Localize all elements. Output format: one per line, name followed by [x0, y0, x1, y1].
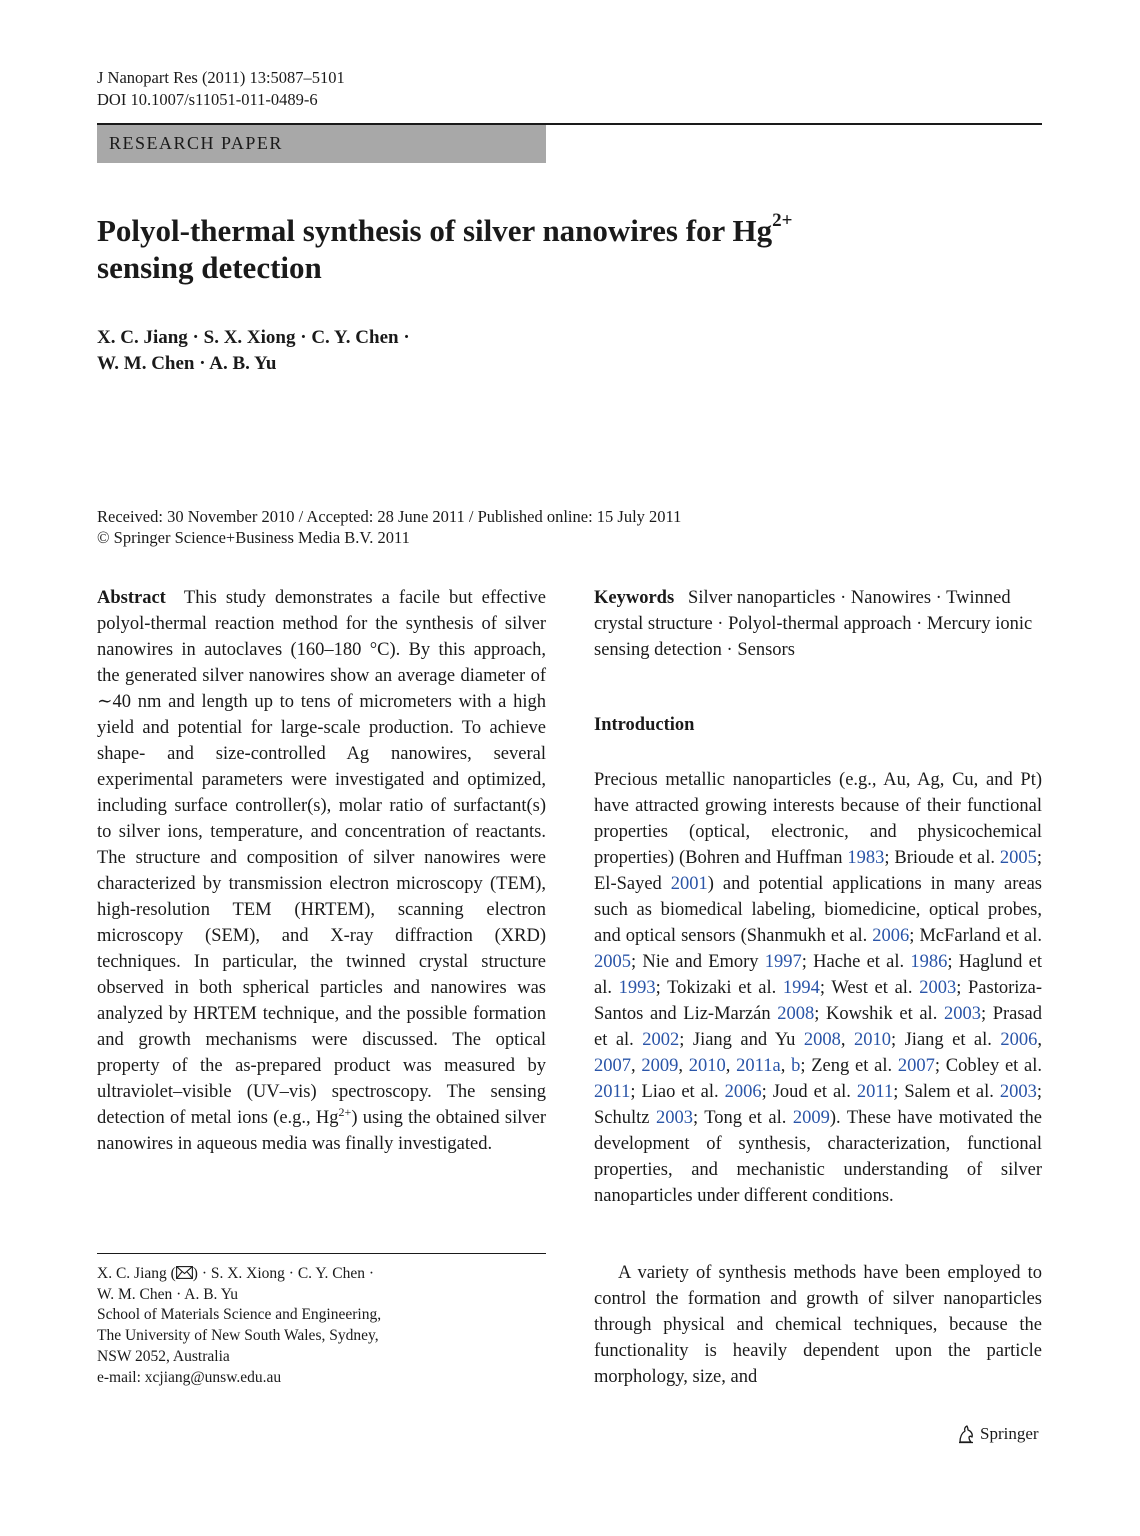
- citation-link[interactable]: 2001: [670, 874, 708, 894]
- introduction-text: ; Cobley et al.: [934, 1056, 1043, 1076]
- abstract: [97, 585, 546, 1157]
- footnote-author: X. C. Jiang (: [97, 1265, 176, 1282]
- introduction-text: ; Salem et al.: [893, 1082, 1000, 1102]
- citation-link[interactable]: 2006: [724, 1082, 762, 1102]
- keywords: [594, 585, 1042, 663]
- citation-link[interactable]: 1994: [782, 978, 820, 998]
- publisher-logo: [956, 1424, 1039, 1444]
- introduction-text: ,: [725, 1056, 737, 1076]
- introduction-text: ; El-Sayed: [594, 848, 1042, 894]
- introduction-text: ; Nie and Emory: [631, 952, 765, 972]
- springer-horse-icon: [956, 1424, 976, 1444]
- citation-link[interactable]: 2008: [803, 1030, 841, 1050]
- abstract-text-end: ) using the obtained silver nanowires in aqueous media was finally investigated.: [97, 1108, 546, 1154]
- paper-title: [97, 209, 897, 286]
- authors-line2: W. M. Chen · A. B. Yu: [97, 353, 277, 374]
- dates-line: Received: 30 November 2010 / Accepted: 28 June 2011 / Published online: 15 July 2011: [97, 507, 682, 526]
- citation-link[interactable]: 2005: [999, 848, 1037, 868]
- citation-link[interactable]: 2005: [594, 952, 631, 972]
- citation-link[interactable]: 2007: [594, 1056, 631, 1076]
- introduction-text: ; Jiang and Yu: [679, 1030, 804, 1050]
- citation-link[interactable]: 2010: [854, 1030, 891, 1050]
- introduction-heading: Introduction: [594, 715, 695, 735]
- envelope-icon: [176, 1266, 193, 1279]
- introduction-paragraph-1: [594, 767, 1042, 1209]
- introduction-text: Precious metallic nanoparticles (e.g., Au, Ag, Cu, and Pt) have attracted growing interests because of their functional properties (optical, electronic, and physicochemical properties) (Bohren and Huffman: [594, 770, 1042, 868]
- introduction-text: ,: [1037, 1030, 1043, 1050]
- citation-link[interactable]: 2002: [642, 1030, 680, 1050]
- journal-header: [97, 67, 345, 111]
- footnote-rule: [97, 1253, 546, 1254]
- introduction-text: ,: [678, 1056, 689, 1076]
- citation-link[interactable]: 2009: [792, 1108, 830, 1128]
- section-label: RESEARCH PAPER: [109, 133, 283, 153]
- introduction-text: ; Tokizaki et al.: [655, 978, 783, 998]
- title-main: Polyol-thermal synthesis of silver nanowires for Hg: [97, 213, 773, 248]
- citation-link[interactable]: 2003: [656, 1108, 693, 1128]
- citation-link[interactable]: 2011: [856, 1082, 894, 1102]
- section-banner: [97, 125, 546, 163]
- title-superscript: 2+: [772, 209, 793, 231]
- author-list: [97, 325, 410, 377]
- footnote-affiliation-3: NSW 2052, Australia: [97, 1347, 230, 1365]
- citation-link[interactable]: 2011: [594, 1082, 631, 1102]
- publisher-name: Springer: [980, 1424, 1039, 1443]
- citation-link[interactable]: 2008: [777, 1004, 815, 1024]
- citation-link[interactable]: 2011a: [736, 1056, 781, 1076]
- keywords-heading: Keywords: [594, 588, 675, 608]
- introduction-text: ; Liao et al.: [630, 1082, 725, 1102]
- introduction-text: ; Brioude et al.: [884, 848, 1000, 868]
- doi-line: DOI 10.1007/s11051-011-0489-6: [97, 90, 318, 109]
- footnote-email: e-mail: xcjiang@unsw.edu.au: [97, 1368, 282, 1386]
- citation-link[interactable]: 2003: [999, 1082, 1037, 1102]
- abstract-text: This study demonstrates a facile but effective polyol-thermal reaction method for the synthesis of silver nanowires in autoclaves (160–180 °C). By this approach, the generated silver nanowires show an average diameter of ∼40 nm and length up to tens of micrometers with a high yield and potential for large-scale production. To achieve shape- and size-controlled Ag nanowires, several experimental parameters were investigated and optimized, including surface controller(s), molar ratio of surfactant(s) to silver ions, temperature, and concentration of reactants. The structure and composition of silver nanowires were characterized by transmission electron microscopy (TEM), high-resolution TEM (HRTEM), scanning electron microscopy (SEM), and X-ray diffraction (XRD) techniques. In particular, the twinned crystal structure observed in both spherical particles and nanowires was analyzed by HRTEM technique, and the possible formation and growth mechanisms were discussed. The optical property of the as-prepared product was measured by ultraviolet–visible (UV–vis) spectroscopy. The sensing detection of metal ions (e.g., Hg: [97, 588, 546, 1128]
- introduction-text: ; Zeng et al.: [800, 1056, 898, 1076]
- citation-link[interactable]: 1993: [618, 978, 656, 998]
- publication-dates: [97, 506, 681, 548]
- citation-link[interactable]: 2006: [1000, 1030, 1038, 1050]
- introduction-text: ; Kowshik et al.: [814, 1004, 944, 1024]
- authors-line1: X. C. Jiang · S. X. Xiong · C. Y. Chen ·: [97, 327, 410, 348]
- citation-link[interactable]: 1983: [847, 848, 885, 868]
- introduction-text: ). These have motivated the development of synthesis, characterization, functional properties, and mechanistic understanding of silver nanoparticles under different conditions.: [594, 1108, 1042, 1206]
- copyright-line: © Springer Science+Business Media B.V. 2011: [97, 528, 410, 547]
- introduction-text: ; Jiang et al.: [891, 1030, 1001, 1050]
- abstract-superscript: 2+: [338, 1104, 352, 1119]
- abstract-heading: Abstract: [97, 588, 166, 608]
- footnote-authors-line2: W. M. Chen · A. B. Yu: [97, 1285, 238, 1303]
- citation-link[interactable]: 2009: [641, 1056, 679, 1076]
- introduction-text: ,: [780, 1056, 792, 1076]
- title-line2: sensing detection: [97, 250, 322, 285]
- footnote-affiliation-1: School of Materials Science and Engineering,: [97, 1306, 382, 1324]
- citation-link[interactable]: 2010: [688, 1056, 726, 1076]
- introduction-text: ,: [631, 1056, 642, 1076]
- introduction-text: ,: [840, 1030, 854, 1050]
- citation-link[interactable]: 2007: [897, 1056, 935, 1076]
- journal-citation: J Nanopart Res (2011) 13:5087–5101: [97, 68, 345, 87]
- introduction-text: ; Tong et al.: [693, 1108, 793, 1128]
- citation-link[interactable]: 2006: [872, 926, 910, 946]
- introduction-text: ; Haglund et al.: [594, 952, 1042, 998]
- keywords-text: Silver nanoparticles · Nanowires · Twinned crystal structure · Polyol-thermal approach · Mercury ionic sensing detection · Sensors: [594, 588, 1033, 660]
- citation-link[interactable]: 2003: [943, 1004, 981, 1024]
- citation-link[interactable]: 1986: [910, 952, 948, 972]
- citation-link[interactable]: b: [791, 1056, 801, 1076]
- citation-link[interactable]: 1997: [764, 952, 802, 972]
- footnote-affiliation-2: The University of New South Wales, Sydney,: [97, 1327, 379, 1345]
- introduction-text: ; West et al.: [819, 978, 920, 998]
- affiliation-footnote: [97, 1264, 546, 1388]
- introduction-text: ; Hache et al.: [801, 952, 911, 972]
- citation-link[interactable]: 2003: [919, 978, 957, 998]
- introduction-paragraph-2: A variety of synthesis methods have been employed to control the formation and growth of silver nanoparticles through physical and chemical techniques, because the functionality is heavily dependent upon the particle morphology, size, and: [594, 1263, 1042, 1387]
- introduction-text: ; McFarland et al.: [909, 926, 1043, 946]
- introduction-text: ) and potential applications in many areas such as biomedical labeling, biomedicine, optical probes, and optical sensors (Shanmukh et al.: [594, 874, 1043, 946]
- introduction-text: ; Pastoriza-Santos and Liz-Marzán: [594, 978, 1042, 1024]
- introduction-text: ; Prasad et al.: [594, 1004, 1043, 1050]
- introduction-text: ; Joud et al.: [761, 1082, 857, 1102]
- introduction-text: ; Schultz: [594, 1082, 1042, 1128]
- footnote-coauthors: ) · S. X. Xiong · C. Y. Chen ·: [192, 1265, 375, 1282]
